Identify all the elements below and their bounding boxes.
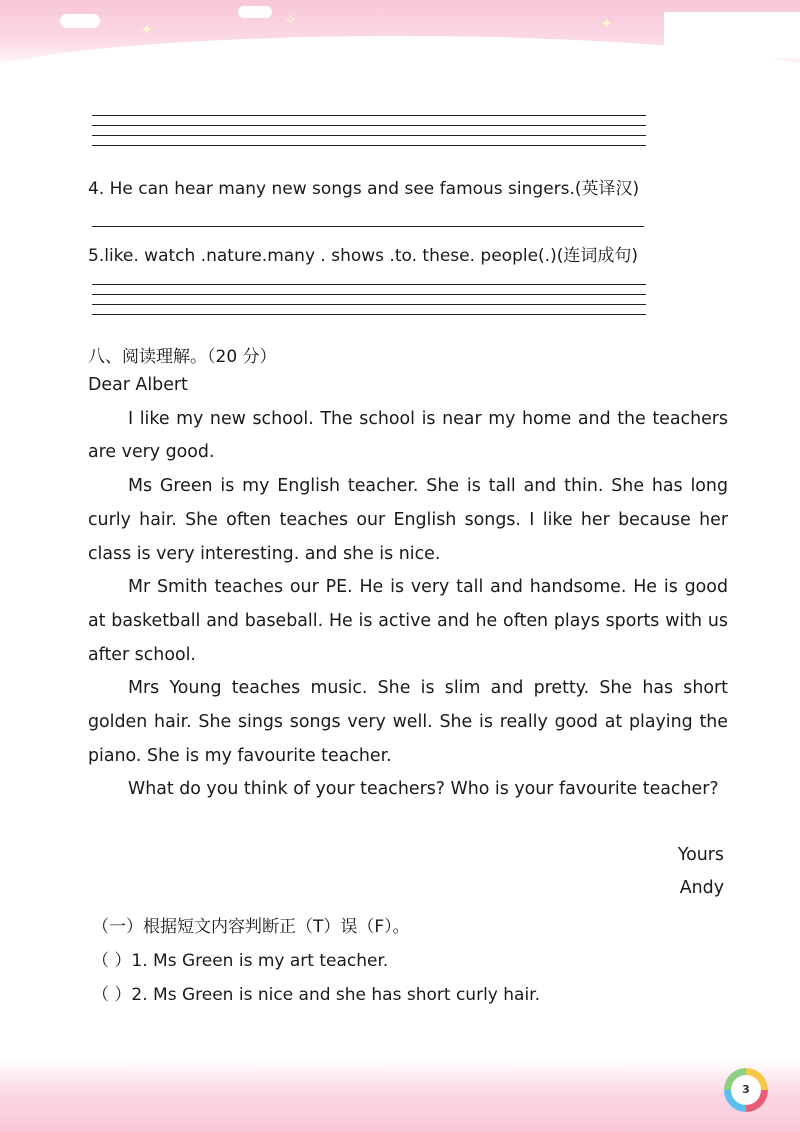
- answer-lines: [92, 115, 646, 155]
- question-4: 4. He can hear many new songs and see famous singers.(英译汉): [88, 179, 640, 199]
- letter-closing: Yours: [677, 845, 724, 865]
- tf-item: （ ）2. Ms Green is nice and she has short curly hair.: [92, 985, 541, 1005]
- cloud-decoration: [238, 6, 272, 18]
- footer-decoration: [0, 1060, 800, 1132]
- answer-line-q4: [92, 226, 646, 236]
- star-icon: ✧: [284, 10, 298, 29]
- cloud-decoration: [60, 14, 100, 28]
- star-icon: ✦: [600, 14, 614, 33]
- star-icon: ✦: [140, 20, 154, 39]
- letter-paragraph: Mr Smith teaches our PE. He is very tall and handsome. He is good at basketball and baseball. He is active and he often plays sports with us after school.: [88, 577, 728, 665]
- page-number-badge: [724, 1068, 768, 1112]
- letter-body: [88, 369, 728, 807]
- letter-paragraph: What do you think of your teachers? Who is your favourite teacher?: [128, 779, 719, 800]
- header-logo: [664, 12, 800, 58]
- letter-paragraph: I like my new school. The school is near my home and the teachers are very good.: [88, 408, 728, 463]
- page-number: 3: [731, 1075, 761, 1105]
- letter-paragraph: Ms Green is my English teacher. She is tall and thin. She has long curly hair. She often teaches our English songs. I like her because her class is very interesting. and she is nice.: [88, 476, 728, 564]
- question-5: 5.like. watch .nature.many . shows .to. these. people(.)(连词成句): [88, 246, 638, 266]
- letter-paragraph: Mrs Young teaches music. She is slim and pretty. She has short golden hair. She sings songs very well. She is really good at playing the piano. She is my favourite teacher.: [88, 678, 728, 766]
- letter-greeting: Dear Albert: [88, 375, 188, 395]
- tf-item: （ ）1. Ms Green is my art teacher.: [92, 951, 389, 971]
- section-heading: 八、阅读理解。（20 分）: [88, 347, 277, 367]
- answer-lines-q5: [92, 284, 646, 324]
- part-one-instruction: （一）根据短文内容判断正（T）误（F）。: [92, 917, 410, 937]
- letter-signature: Andy: [679, 878, 724, 898]
